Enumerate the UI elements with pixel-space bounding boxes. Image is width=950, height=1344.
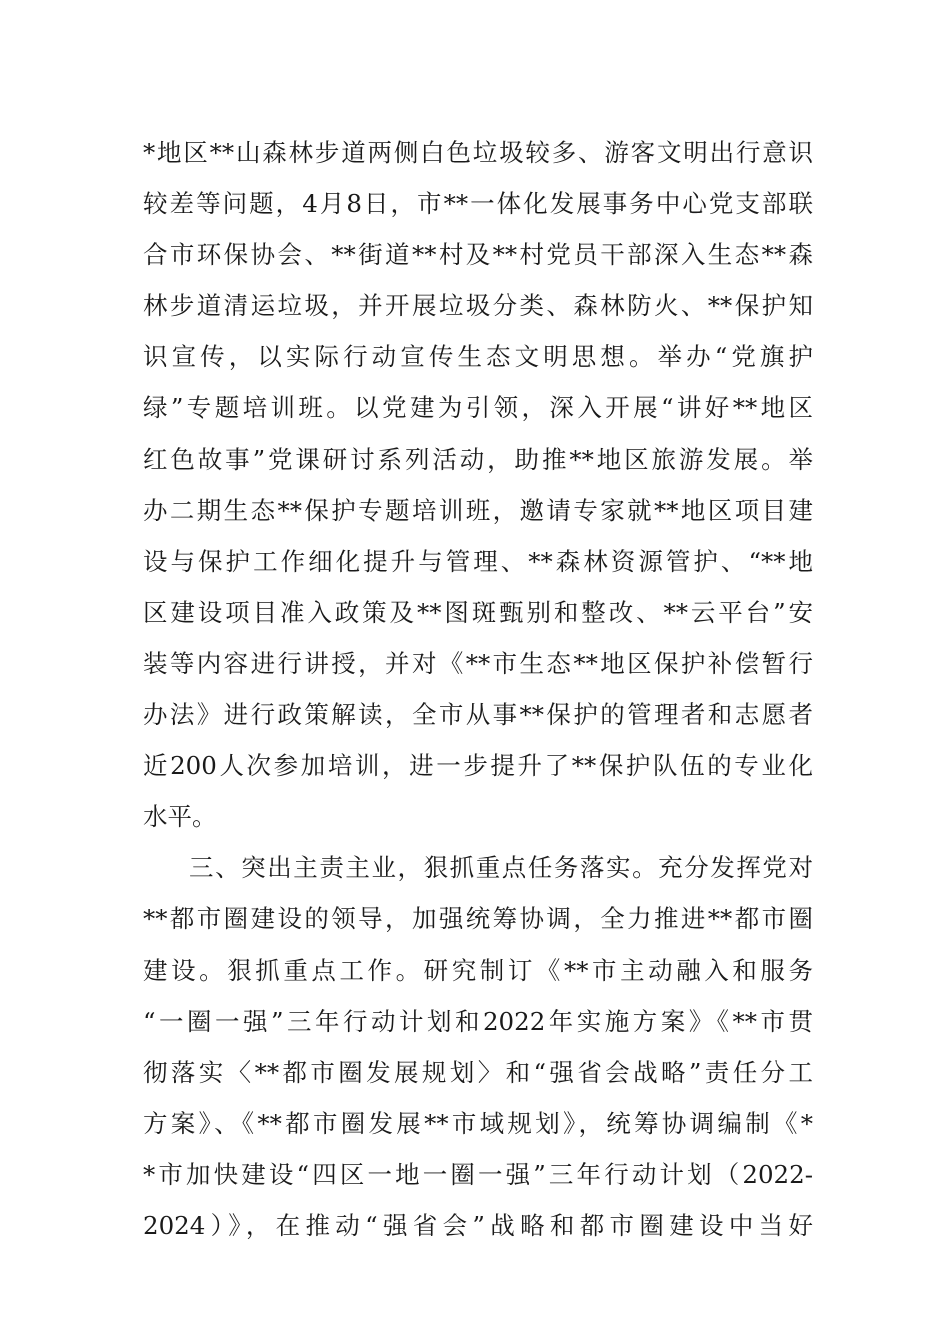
text-line: 办二期生态**保护专题培训班，邀请专家就**地区项目建 (143, 495, 813, 525)
text-line: 水平。 (143, 802, 217, 832)
text-line: 三、突出主责主业，狠抓重点任务落实。充分发挥党对 (189, 853, 813, 883)
text-line: 2024）》，在推动“强省会”战略和都市圈建设中当好 (143, 1210, 813, 1240)
text-line: *地区**山森林步道两侧白色垃圾较多、游客文明出行意识 (143, 138, 813, 167)
text-line: 红色故事”党课研讨系列活动，助推**地区旅游发展。举 (143, 444, 813, 474)
text-line: 彻落实〈**都市圈发展规划〉和“强省会战略”责任分工 (143, 1057, 813, 1087)
text-line: 装等内容进行讲授，并对《**市生态**地区保护补偿暂行 (143, 648, 813, 678)
text-line: 区建设项目准入政策及**图斑甄别和整改、**云平台”安 (143, 597, 813, 627)
text-line: “一圈一强”三年行动计划和2022年实施方案》《**市贯 (143, 1006, 813, 1036)
text-line: 近200人次参加培训，进一步提升了**保护队伍的专业化 (143, 751, 813, 781)
text-line: *市加快建设“四区一地一圈一强”三年行动计划（2022- (143, 1159, 813, 1189)
document-body (143, 127, 813, 1251)
text-line: 绿”专题培训班。以党建为引领，深入开展“讲好**地区 (143, 393, 813, 423)
text-line: 设与保护工作细化提升与管理、**森林资源管护、“**地 (143, 546, 813, 576)
text-line: 林步道清运垃圾，并开展垃圾分类、森林防火、**保护知 (143, 291, 813, 321)
text-line: 合市环保协会、**街道**村及**村党员干部深入生态**森 (143, 240, 813, 270)
text-line: **都市圈建设的领导，加强统筹协调，全力推进**都市圈 (143, 904, 813, 934)
paragraph-2 (143, 842, 813, 1251)
paragraph-1 (143, 127, 813, 842)
text-line: 识宣传，以实际行动宣传生态文明思想。举办“党旗护 (143, 342, 813, 372)
text-line: 方案》、《**都市圈发展**市域规划》，统筹协调编制《* (143, 1108, 813, 1138)
text-line: 办法》进行政策解读，全市从事**保护的管理者和志愿者 (143, 700, 813, 730)
text-line: 较差等问题，4月8日，市**一体化发展事务中心党支部联 (143, 189, 813, 219)
text-line: 建设。狠抓重点工作。研究制订《**市主动融入和服务 (143, 955, 813, 985)
